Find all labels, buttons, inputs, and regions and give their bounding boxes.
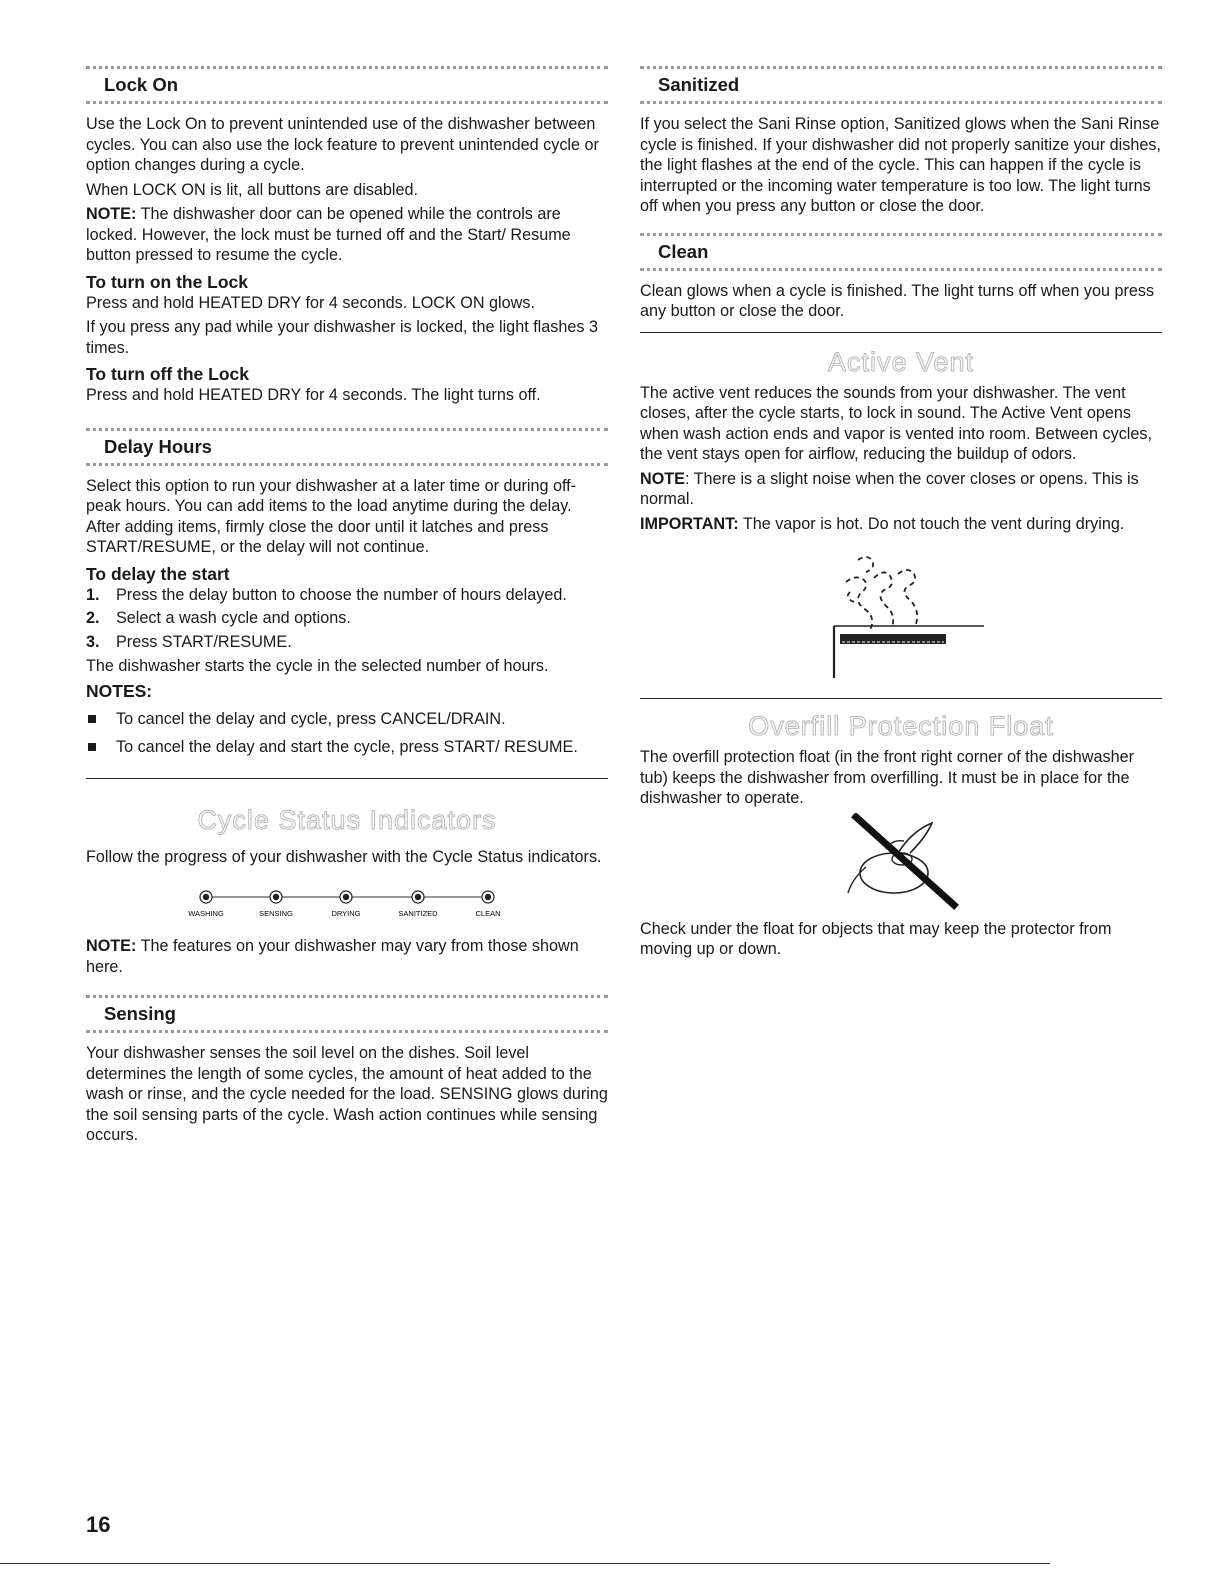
active-vent-note bbox=[640, 469, 1162, 510]
sanitized-paragraph: If you select the Sani Rinse option, Sanitized glows when the Sani Rinse cycle is finished. If your dishwasher did not properly sanitize your dishes, the light flashes at the end of the cycle. This can happen if the cycle is interrupted or the incoming water temperature is too low. The light turns off when you press any button or close the door. bbox=[640, 115, 1161, 215]
dotted-rule bbox=[640, 233, 1162, 236]
svg-text:DRYING: DRYING bbox=[331, 909, 361, 918]
dotted-rule bbox=[86, 66, 608, 69]
note-label: NOTE: bbox=[86, 205, 137, 223]
svg-text:WASHING: WASHING bbox=[188, 909, 224, 918]
dotted-rule bbox=[86, 101, 608, 104]
active-vent-important bbox=[640, 514, 1162, 535]
note-text: The features on your dishwasher may vary from those shown here. bbox=[86, 937, 579, 976]
cycle-status-title: Cycle Status Indicators bbox=[197, 804, 497, 835]
cycle-status-paragraph: Follow the progress of your dishwasher with the Cycle Status indicators. bbox=[86, 847, 602, 866]
indicator-clean bbox=[475, 891, 500, 918]
lock-on-paragraph: Use the Lock On to prevent unintended use of the dishwasher between cycles. You can also use the lock feature to prevent unintended cycle or option changes during a cycle. bbox=[86, 115, 599, 174]
clean-paragraph: Clean glows when a cycle is finished. The light turns off when you press any button or close the door. bbox=[640, 281, 1155, 320]
indicator-washing bbox=[188, 891, 224, 918]
note-text: : There is a slight noise when the cover closes or opens. This is normal. bbox=[640, 469, 1139, 508]
turn-on-lock-paragraph: Press and hold HEATED DRY for 4 seconds. LOCK ON glows. bbox=[86, 293, 535, 312]
indicator-drying bbox=[331, 891, 360, 918]
delay-hours-paragraph: Select this option to run your dishwasher at a later time or during off-peak hours. You can add items to the load anytime during the delay. After adding items, firmly close the door until it latches and press START/RESUME, or the delay will not continue. bbox=[86, 476, 577, 556]
notes-heading: NOTES: bbox=[86, 680, 153, 701]
overfill-float-illustration bbox=[836, 813, 966, 913]
delay-result-paragraph: The dishwasher starts the cycle in the selected number of hours. bbox=[86, 657, 549, 675]
section-divider bbox=[640, 332, 1162, 333]
dotted-rule bbox=[86, 1030, 608, 1033]
pad-press-paragraph: If you press any pad while your dishwasher is locked, the light flashes 3 times. bbox=[86, 318, 598, 357]
sanitized-heading: Sanitized bbox=[658, 74, 740, 95]
turn-off-lock-paragraph: Press and hold HEATED DRY for 4 seconds. The light turns off. bbox=[86, 386, 541, 404]
footer-rule bbox=[0, 1563, 1050, 1564]
active-vent-illustration bbox=[806, 538, 996, 688]
indicator-sanitized bbox=[398, 891, 438, 918]
clean-heading: Clean bbox=[658, 240, 709, 262]
active-vent-title: Active Vent bbox=[827, 346, 975, 377]
list-item: 1. Press the delay button to choose the number of hours delayed. bbox=[86, 585, 567, 604]
important-label: IMPORTANT: bbox=[640, 514, 739, 533]
bullet-icon bbox=[88, 715, 96, 723]
note-label: NOTE: bbox=[86, 937, 137, 955]
check-float-paragraph: Check under the float for objects that may keep the protector from moving up or down. bbox=[640, 919, 1112, 958]
svg-text:SANITIZED: SANITIZED bbox=[398, 909, 438, 918]
dotted-rule bbox=[86, 995, 608, 998]
section-divider bbox=[640, 698, 1162, 699]
overfill-title: Overfill Protection Float bbox=[748, 711, 1054, 741]
lock-on-note bbox=[86, 204, 608, 266]
cycle-status-note bbox=[86, 936, 608, 977]
notes-list bbox=[86, 709, 608, 758]
right-column bbox=[640, 66, 1162, 964]
note-label: NOTE bbox=[640, 469, 685, 488]
overfill-paragraph: The overfill protection float (in the front right corner of the dishwasher tub) keeps the dishwasher from overfilling. It must be in place for the dishwasher to operate. bbox=[640, 748, 1134, 807]
list-item: 3. Press START/RESUME. bbox=[86, 632, 292, 651]
important-text: The vapor is hot. Do not touch the vent during drying. bbox=[738, 514, 1125, 533]
lock-on-lit-paragraph: When LOCK ON is lit, all buttons are disabled. bbox=[86, 180, 418, 199]
dotted-rule bbox=[640, 101, 1162, 104]
lock-on-heading: Lock On bbox=[104, 74, 179, 95]
note-text: The dishwasher door can be opened while the controls are locked. However, the lock must be turned off and the Start/ Resume button pressed to resume the cycle. bbox=[86, 205, 571, 264]
left-column bbox=[86, 66, 608, 1150]
delay-start-heading: To delay the start bbox=[86, 563, 230, 584]
list-item: To cancel the delay and cycle, press CANCEL/DRAIN. bbox=[86, 709, 608, 730]
indicator-sensing bbox=[259, 891, 293, 918]
dotted-rule bbox=[640, 66, 1162, 69]
svg-text:SENSING: SENSING bbox=[259, 909, 293, 918]
bullet-icon bbox=[88, 743, 96, 751]
dotted-rule bbox=[86, 428, 608, 431]
svg-text:CLEAN: CLEAN bbox=[475, 909, 501, 918]
active-vent-paragraph: The active vent reduces the sounds from your dishwasher. The vent closes, after the cycle starts, to lock in sound. The Active Vent opens when wash action ends and vapor is vented into room. Between cycles, the vent stays open for airflow, reducing the buildup of odors. bbox=[640, 383, 1152, 463]
delay-steps-list bbox=[86, 585, 608, 653]
section-divider bbox=[86, 778, 608, 779]
dotted-rule bbox=[640, 268, 1162, 271]
page-number: 16 bbox=[86, 1512, 111, 1537]
sensing-paragraph: Your dishwasher senses the soil level on the dishes. Soil level determines the length of some cycles, the amount of heat added to the wash or rinse, and the cycle needed for the load. SENSING glows during the soil sensing parts of the cycle. Wash action continues while sensing occurs. bbox=[86, 1044, 608, 1144]
turn-off-lock-heading: To turn off the Lock bbox=[86, 364, 249, 384]
sensing-heading: Sensing bbox=[104, 1003, 176, 1024]
turn-on-lock-heading: To turn on the Lock bbox=[86, 271, 249, 292]
list-item: To cancel the delay and start the cycle, press START/ RESUME. bbox=[86, 737, 608, 758]
list-item: 2. Select a wash cycle and options. bbox=[86, 609, 351, 627]
dotted-rule bbox=[86, 463, 608, 466]
cycle-status-indicators-graphic bbox=[86, 885, 608, 923]
delay-hours-heading: Delay Hours bbox=[104, 435, 212, 457]
